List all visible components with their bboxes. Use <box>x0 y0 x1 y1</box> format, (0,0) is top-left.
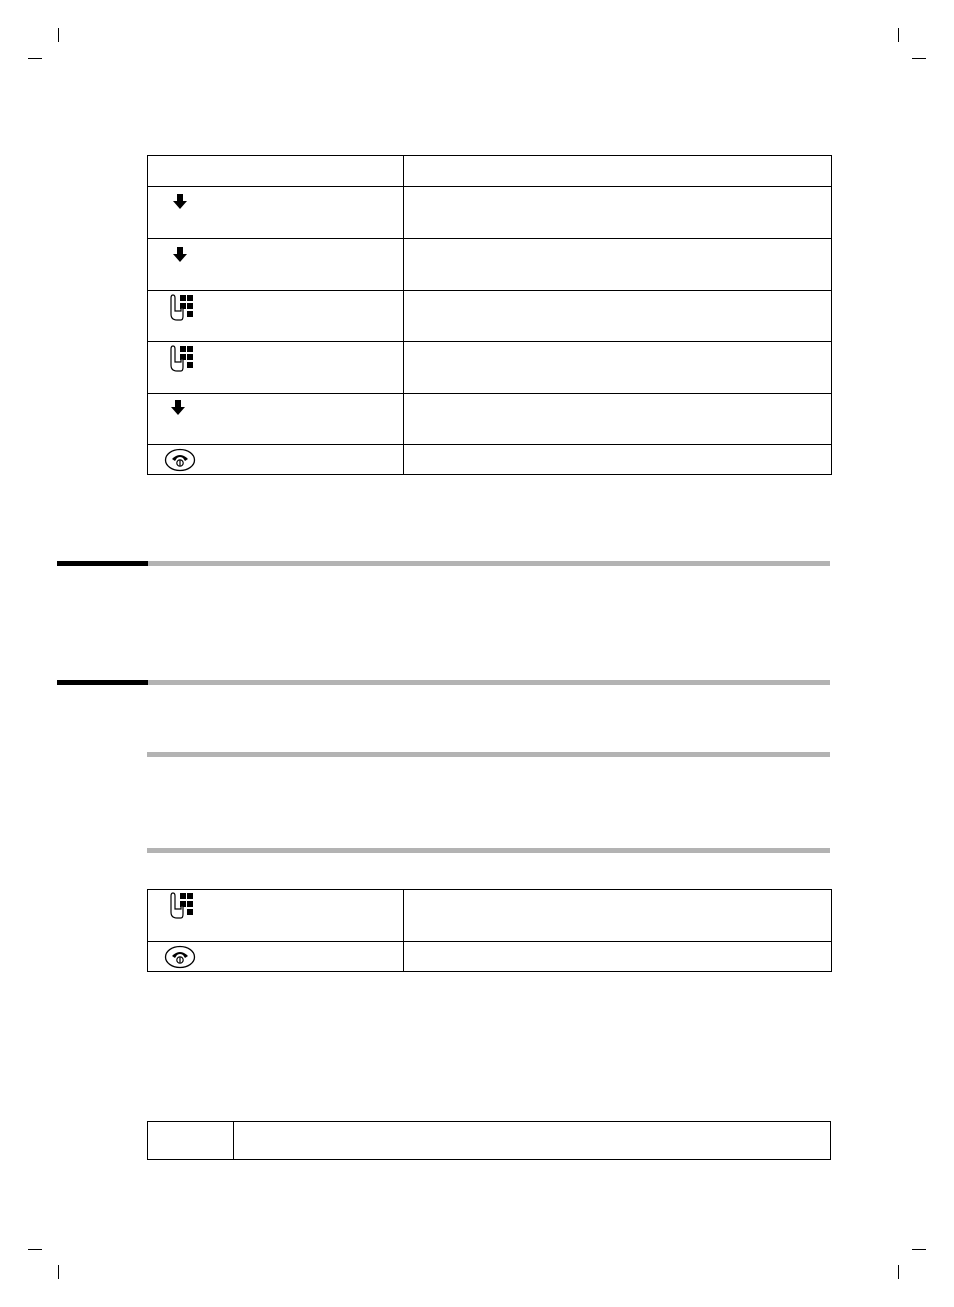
crop-mark-top-right-v <box>898 28 899 42</box>
note-text <box>234 1122 831 1160</box>
key-cell <box>148 342 404 394</box>
crop-mark-bottom-right-h <box>912 1249 926 1250</box>
keypad-icon <box>168 892 196 920</box>
key-cell <box>148 890 404 942</box>
row-text <box>404 239 832 291</box>
crop-mark-top-left-v <box>58 28 59 42</box>
key-cell <box>148 187 404 239</box>
crop-mark-top-left-h <box>28 58 42 59</box>
key-cell <box>148 291 404 342</box>
section-heading-rule <box>57 680 830 685</box>
steps-table-secondary <box>147 889 832 972</box>
row-text <box>404 291 832 342</box>
table-row <box>148 342 832 394</box>
section-heading-rule-lead <box>57 561 148 566</box>
crop-mark-top-right-h <box>912 58 926 59</box>
header-key-cell <box>148 156 404 187</box>
crop-mark-bottom-left-h <box>28 1249 42 1250</box>
end-call-key-icon <box>164 448 196 472</box>
key-cell <box>148 445 404 475</box>
keypad-icon <box>168 294 196 322</box>
steps-table <box>147 155 832 475</box>
table-row <box>148 239 832 291</box>
key-cell <box>148 239 404 291</box>
crop-mark-bottom-right-v <box>898 1265 899 1279</box>
row-text <box>404 890 832 942</box>
table-row <box>148 445 832 475</box>
section-heading-rule-lead <box>57 680 148 685</box>
table-row <box>148 942 832 972</box>
key-cell <box>148 942 404 972</box>
table-row <box>148 394 832 445</box>
header-text-cell <box>404 156 832 187</box>
row-text <box>404 342 832 394</box>
row-text <box>404 394 832 445</box>
note-label <box>148 1122 234 1160</box>
subsection-heading-rule <box>147 752 830 757</box>
table-row <box>148 890 832 942</box>
down-arrow-icon <box>172 247 188 263</box>
note-box <box>147 1121 831 1160</box>
table-header-row <box>148 156 832 187</box>
note-row <box>148 1122 831 1160</box>
down-arrow-icon <box>172 194 188 210</box>
down-arrow-icon <box>170 400 186 416</box>
table-row <box>148 291 832 342</box>
key-cell <box>148 394 404 445</box>
end-call-key-icon <box>164 945 196 969</box>
section-heading-rule <box>57 561 830 566</box>
subsection-heading-rule <box>147 848 830 853</box>
row-text <box>404 187 832 239</box>
row-text <box>404 942 832 972</box>
keypad-icon <box>168 345 196 373</box>
row-text <box>404 445 832 475</box>
crop-mark-bottom-left-v <box>58 1265 59 1279</box>
table-row <box>148 187 832 239</box>
